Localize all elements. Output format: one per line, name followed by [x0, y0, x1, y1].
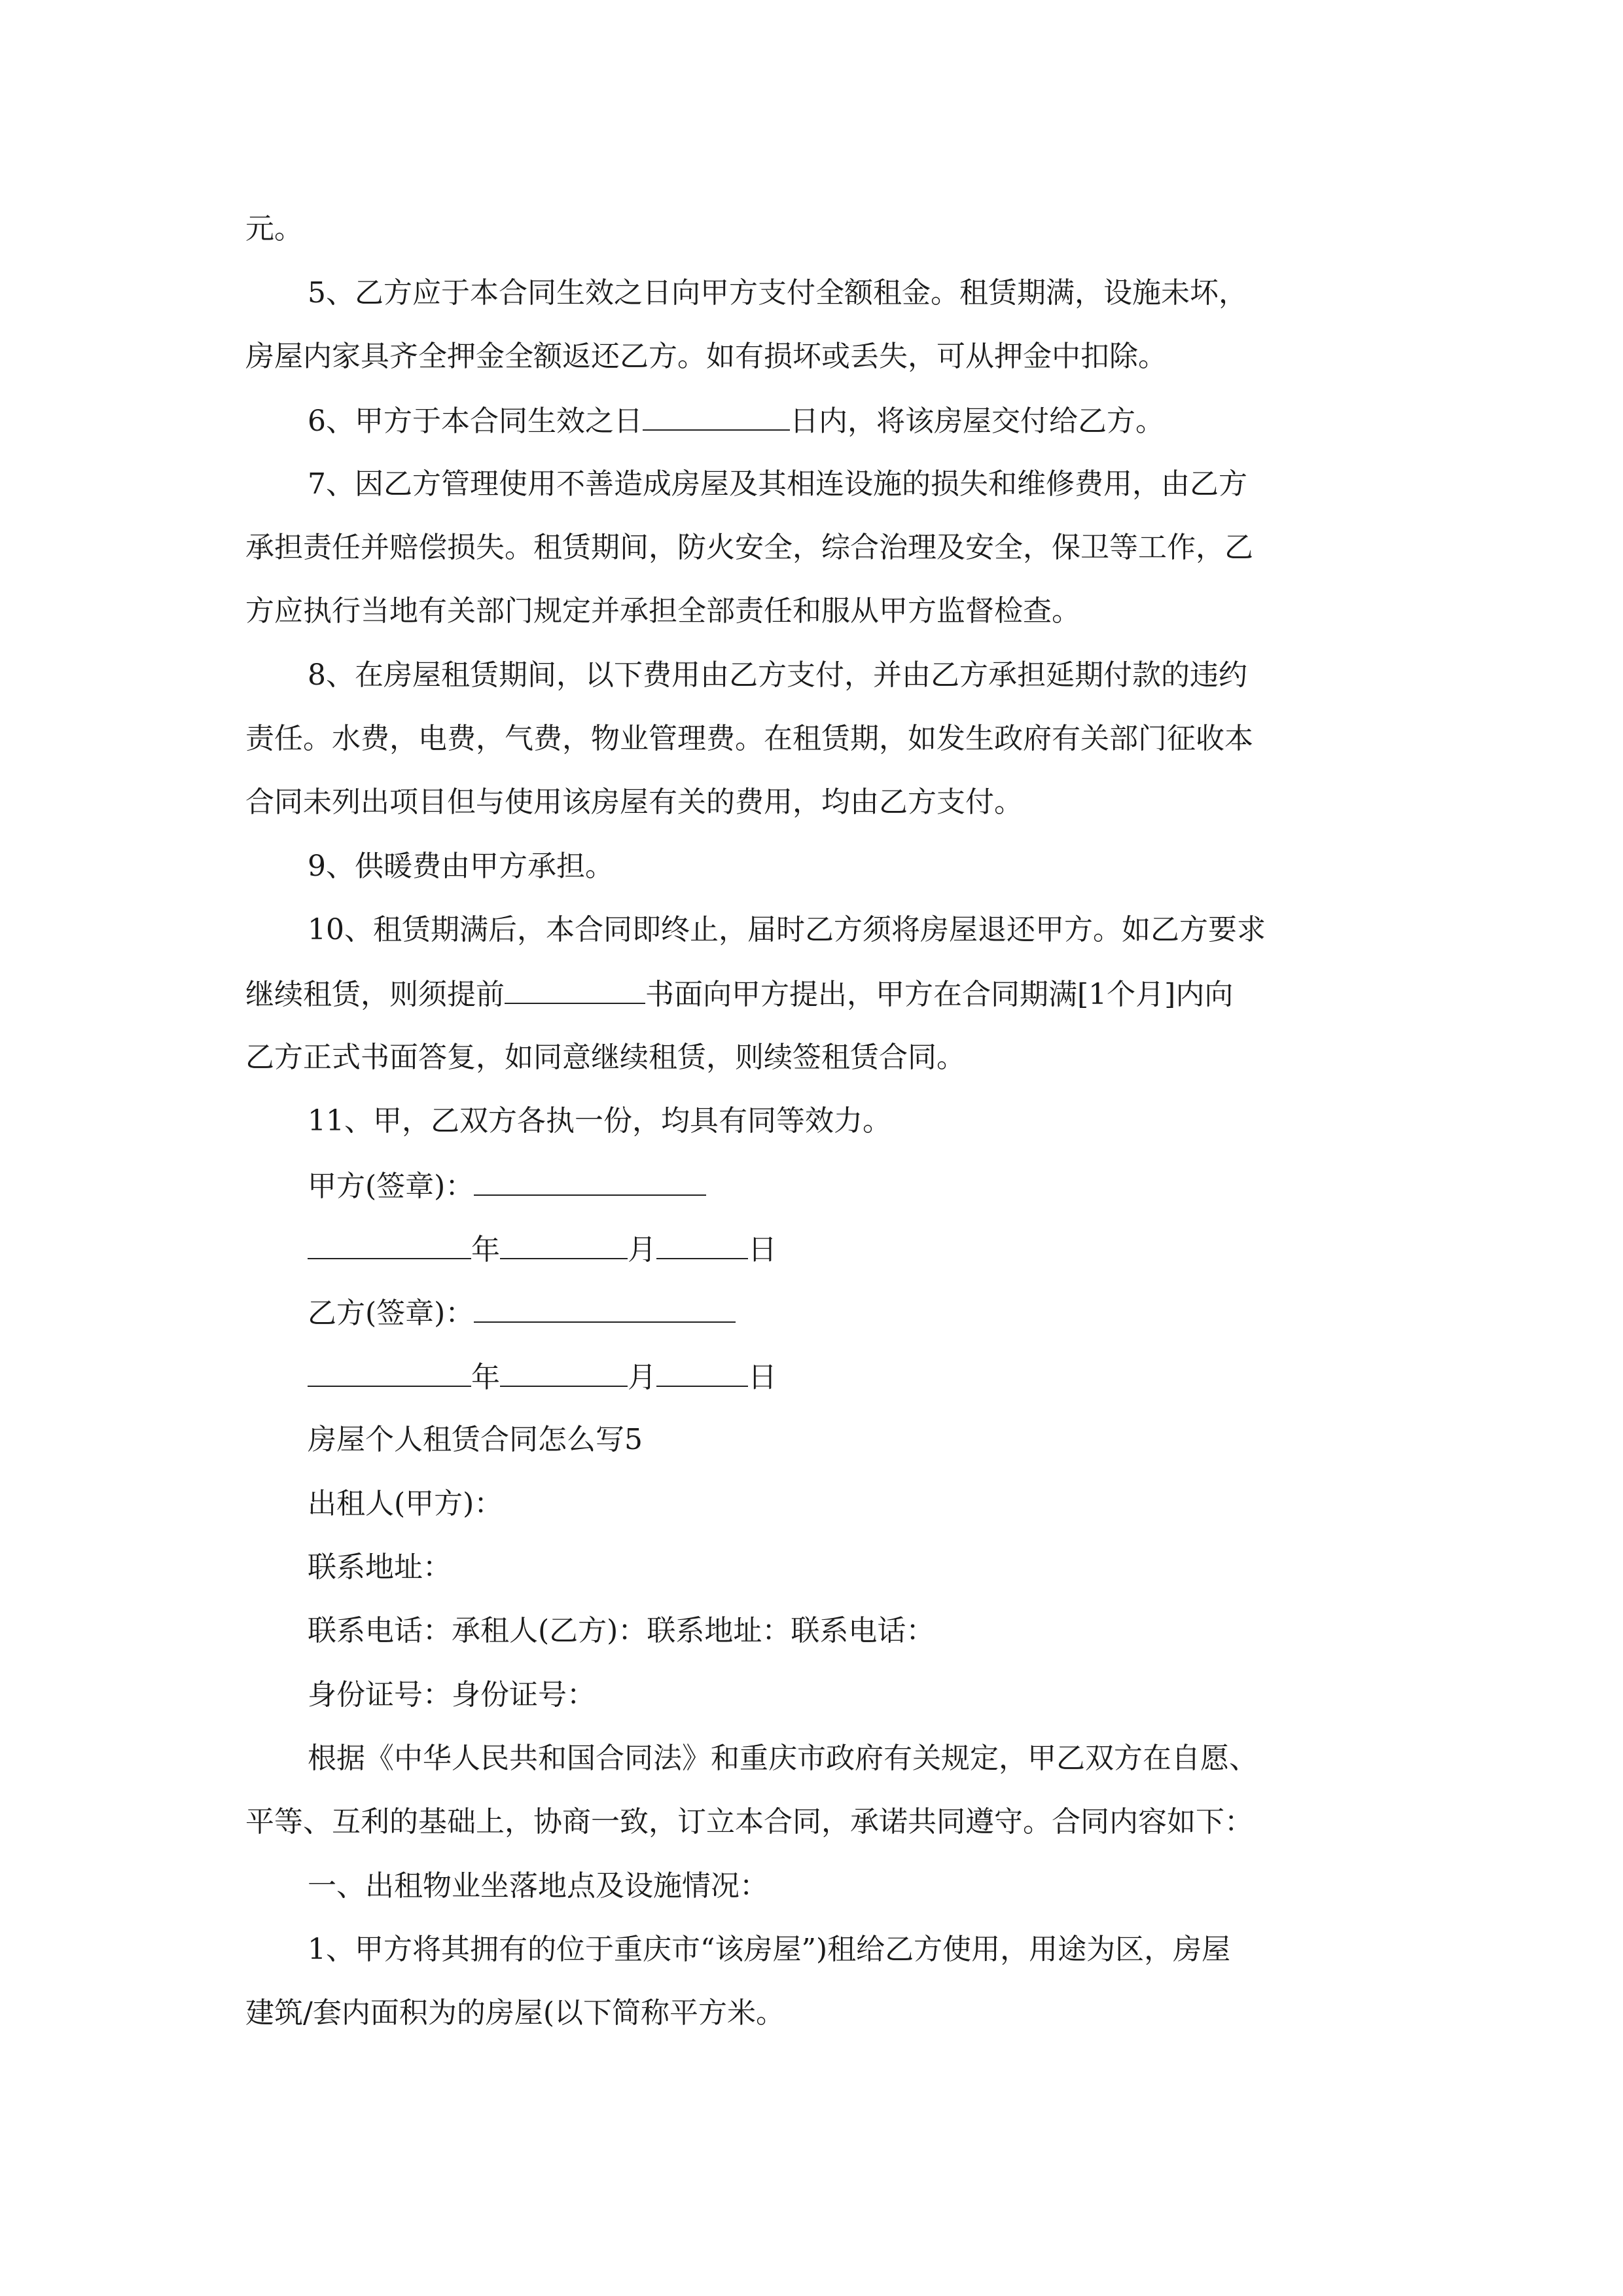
month-blank[interactable]	[500, 1357, 628, 1387]
month-label: 月	[628, 1361, 656, 1394]
clause-5-line-2: 房屋内家具齐全押金全额返还乙方。如有损坏或丢失，可从押金中扣除。	[245, 340, 1167, 373]
phone-line: 联系电话：承租人(乙方)：联系地址：联系电话：	[308, 1614, 935, 1647]
intro-line-2: 平等、互利的基础上，协商一致，订立本合同，承诺共同遵守。合同内容如下：	[245, 1805, 1253, 1839]
clause-8-line-1: 8、在房屋租赁期间，以下费用由乙方支付，并由乙方承担延期付款的违约	[308, 658, 1247, 692]
clause-8-line-2: 责任。水费，电费，气费，物业管理费。在租赁期，如发生政府有关部门征收本	[245, 722, 1253, 755]
year-label: 年	[471, 1361, 500, 1394]
party-b-signature-line	[308, 1293, 736, 1333]
address-line: 联系地址：	[308, 1551, 452, 1584]
clause-10-text-a: 继续租赁，则须提前	[245, 978, 505, 1011]
clause-6-text-a: 6、甲方于本合同生效之日	[308, 404, 643, 438]
signature-blank[interactable]	[474, 1293, 736, 1323]
clause-11-line: 11、甲，乙双方各执一份，均具有同等效力。	[308, 1104, 891, 1138]
clause-9-line: 9、供暖费由甲方承担。	[308, 850, 614, 883]
day-blank[interactable]	[656, 1357, 748, 1387]
clause-7-line-2: 承担责任并赔偿损失。租赁期间，防火安全，综合治理及安全，保卫等工作，乙	[245, 531, 1253, 564]
clause-6-text-b: 日内，将该房屋交付给乙方。	[790, 404, 1164, 438]
clause-10-line-3: 乙方正式书面答复，如同意继续租赁，则续签租赁合同。	[245, 1041, 965, 1074]
date-line-b	[308, 1357, 777, 1397]
clause-5-line-1: 5、乙方应于本合同生效之日向甲方支付全额租金。租赁期满，设施未坏，	[308, 276, 1247, 310]
clause-10-line-2	[245, 974, 1233, 1014]
fill-in-blank[interactable]	[643, 401, 790, 431]
id-line: 身份证号：身份证号：	[308, 1678, 596, 1712]
year-blank[interactable]	[308, 1229, 471, 1259]
item-1-line-2: 建筑/套内面积为的房屋(以下简称平方米。	[245, 1996, 785, 2030]
party-a-label: 甲方(签章)：	[308, 1170, 474, 1203]
year-label: 年	[471, 1233, 500, 1266]
clause-6-line	[308, 401, 1164, 441]
day-label: 日	[748, 1233, 777, 1266]
clause-7-line-1: 7、因乙方管理使用不善造成房屋及其相连设施的损失和维修费用，由乙方	[308, 467, 1247, 501]
party-a-signature-line	[308, 1166, 706, 1206]
intro-line-1: 根据《中华人民共和国合同法》和重庆市政府有关规定，甲乙双方在自愿、	[308, 1742, 1258, 1775]
signature-blank[interactable]	[474, 1166, 706, 1196]
fill-in-blank[interactable]	[505, 974, 645, 1004]
paragraph-line: 元。	[245, 212, 303, 245]
item-1-line-1: 1、甲方将其拥有的位于重庆市“该房屋”)租给乙方使用，用途为区，房屋	[308, 1933, 1231, 1966]
day-blank[interactable]	[656, 1229, 748, 1259]
month-blank[interactable]	[500, 1229, 628, 1259]
clause-10-line-1: 10、租赁期满后，本合同即终止，届时乙方须将房屋退还甲方。如乙方要求	[308, 913, 1266, 946]
day-label: 日	[748, 1361, 777, 1394]
clause-7-line-3: 方应执行当地有关部门规定并承担全部责任和服从甲方监督检查。	[245, 594, 1080, 628]
year-blank[interactable]	[308, 1357, 471, 1387]
month-label: 月	[628, 1233, 656, 1266]
lessor-line: 出租人(甲方)：	[308, 1487, 503, 1520]
clause-10-text-b: 书面向甲方提出，甲方在合同期满[1个月]内向	[645, 978, 1234, 1011]
section-1-title: 一、出租物业坐落地点及设施情况：	[308, 1869, 768, 1903]
section-heading: 房屋个人租赁合同怎么写5	[308, 1423, 643, 1456]
clause-8-line-3: 合同未列出项目但与使用该房屋有关的费用，均由乙方支付。	[245, 785, 1023, 819]
party-b-label: 乙方(签章)：	[308, 1297, 474, 1330]
date-line-a	[308, 1229, 777, 1270]
